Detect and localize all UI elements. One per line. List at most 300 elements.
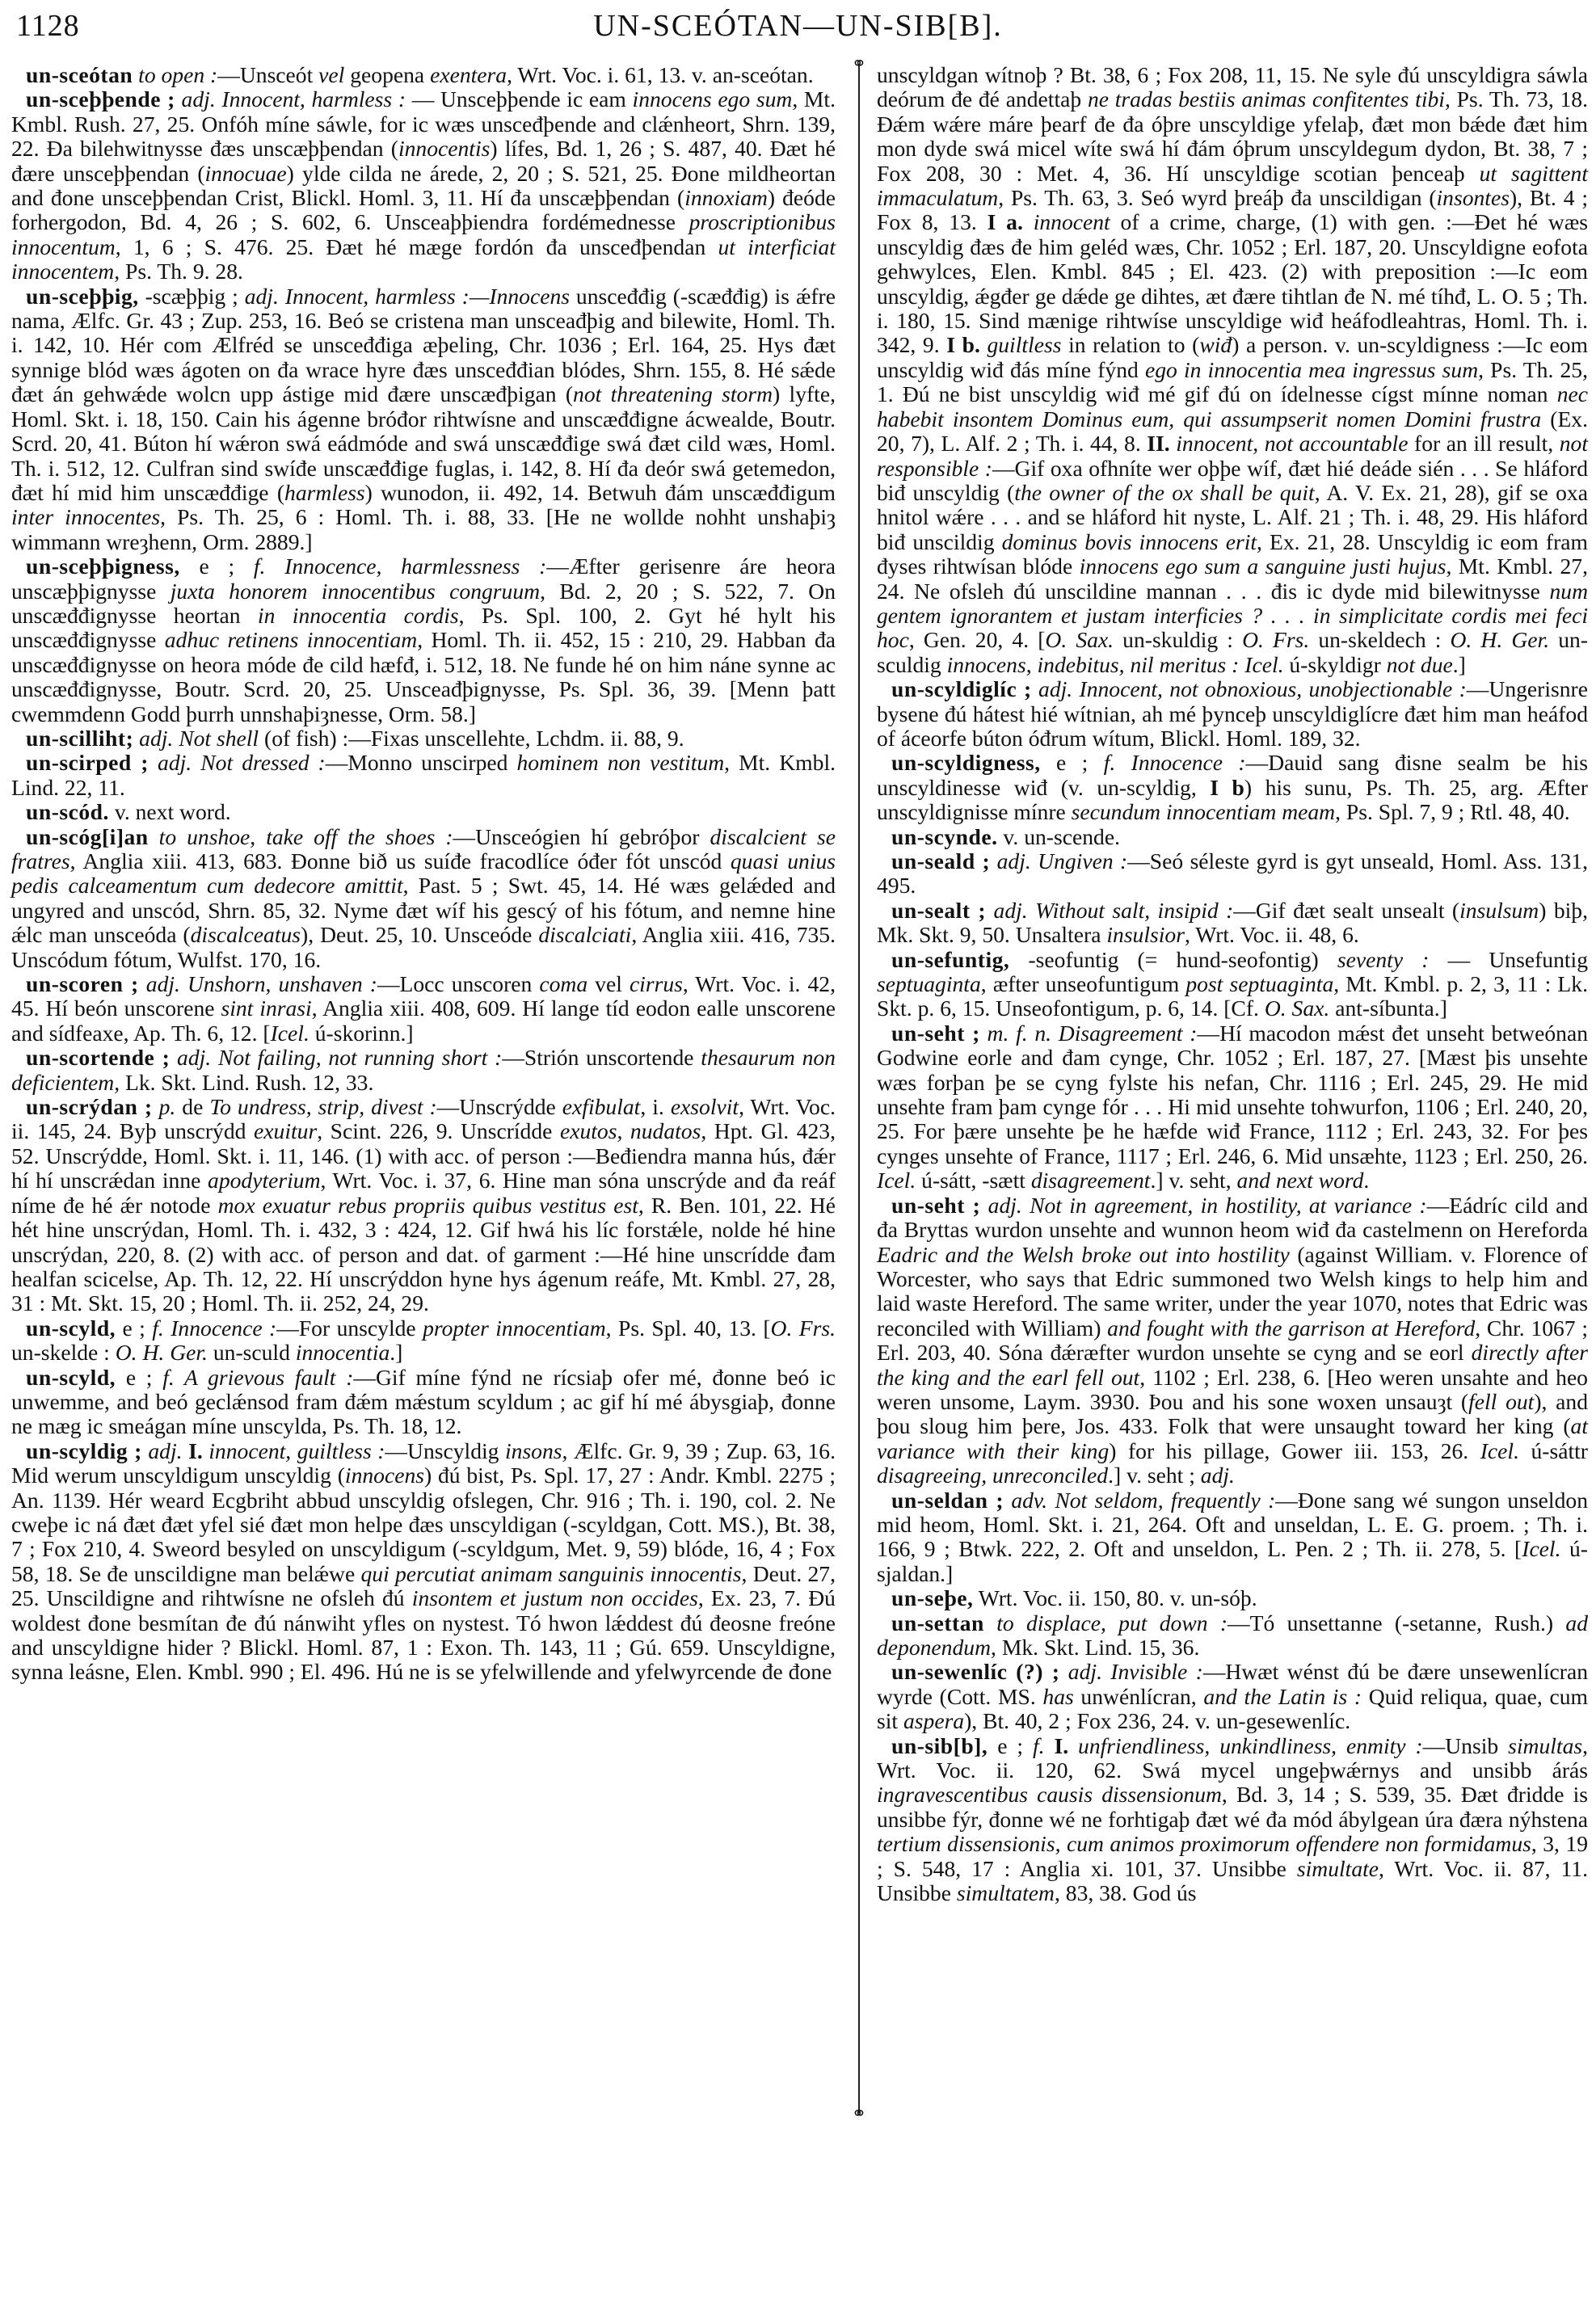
italic-text: ut sagittent immaculatum xyxy=(877,160,1588,211)
italic-text: f. Innocence : xyxy=(1103,750,1246,776)
column-left xyxy=(11,63,836,1685)
body-text: ), Bt. 40, 2 ; Fox 236, 24. v. un-gesewenlíc. xyxy=(964,1708,1351,1734)
body-text: ) ylde cilda ne árede, 2, 20 ; S. 521, 25. Đone mildheortan and đone unsceþþendan Crist, Blickl. Homl. 3, 11. Hí đa unscæþþendan ( xyxy=(11,160,836,211)
headword: un-seht ; xyxy=(891,1020,980,1046)
headword: un-sewenlíc (?) ; xyxy=(891,1659,1060,1685)
italic-text: adj. xyxy=(141,1438,183,1463)
italic-text: innocens xyxy=(344,1463,424,1488)
italic-text: adj. Not failing, not running short : xyxy=(170,1045,503,1071)
body-text: —Locc unscoren xyxy=(377,971,540,997)
italic-text: in innocentia cordis xyxy=(257,602,459,628)
body-text: unwénlícran, xyxy=(1073,1683,1204,1709)
body-text: v. un-scende. xyxy=(997,823,1120,849)
headword: un-scyldiglíc ; xyxy=(891,676,1032,702)
italic-text: O. Sax. xyxy=(1264,996,1330,1021)
italic-text: O. H. Ger. xyxy=(115,1340,208,1366)
italic-text: innocentis xyxy=(398,136,491,162)
italic-text: insontes xyxy=(1436,185,1510,211)
dictionary-entry xyxy=(877,948,1588,1021)
italic-text: vel xyxy=(318,62,345,87)
italic-text: f. Innocence : xyxy=(152,1315,277,1341)
italic-text: apodyterium xyxy=(208,1168,321,1193)
headword: un-sealt ; xyxy=(891,897,987,923)
italic-text: adj. Innocent, harmless :—Innocens xyxy=(244,283,571,309)
italic-text: innocent, not accountable xyxy=(1169,431,1409,457)
column-divider xyxy=(858,65,860,2113)
page-header xyxy=(16,8,1580,48)
italic-text: p. xyxy=(152,1094,176,1120)
bold-text: I b. xyxy=(946,332,980,358)
body-text: —Hwæt wénst đú be đære unsewenlícran wyrde (Cott. MS. xyxy=(877,1659,1588,1709)
body-text: ) đeóde forhergodon, Bd. 4, 26 ; S. 602, 6. Unsceaþþiendra fordémednesse xyxy=(11,185,836,235)
bold-text: I b xyxy=(1210,774,1244,800)
body-text: in relation to ( xyxy=(1061,332,1200,358)
body-text: —Hí macodon mǽst đet unseht betweónan Godwine eorle and đam cynge, Chr. 1052 ; Erl. 187, 27. [Mæst þis unsehte wæs forþan þe se cyng fylste his nefan, Chr. 1116 ; Erl. 245, 29. He mid unsehte fram þam cynge fór . . . Hi mid unsehte tohwurfon, 1106 ; Erl. 240, 20, 25. For þære unsehte þe he hæfde wiđ France, 1112 ; Erl. 243, 32. For þes cynges unsehte of France, 1117 ; Erl. 246, 6. Mid unsæhte, 1123 ; Erl. 250, 26. xyxy=(877,1020,1588,1168)
headword: un-scyld, xyxy=(26,1315,116,1341)
body-text: , Mt. Kmbl. Rush. 27, 25. Onfóh míne sáwle, for ic wæs unsceđþende and clǽnheort, Shrn. 139, 22. Đa bilehwitnysse đæs unscæþþendan ( xyxy=(11,86,836,162)
body-text: .] v. seht ; xyxy=(1108,1463,1201,1488)
italic-text: num gentem ignorantem et justam interficies ? . . . in simplicitate cordis mei feci hoc xyxy=(877,578,1588,653)
body-text xyxy=(1045,1733,1055,1758)
italic-text: insulsior xyxy=(1106,922,1185,948)
italic-text: Icel. xyxy=(1522,1536,1561,1562)
italic-text: ne tradas bestiis animas confitentes tibi xyxy=(1087,86,1445,112)
headword: un-scynde. xyxy=(891,823,998,849)
italic-text: sint inrasi xyxy=(221,996,312,1021)
body-text: —Unsceót xyxy=(217,62,319,87)
body-text: ) a person. v. un-scyldigness :—Ic eom unscyldig wiđ đás míne fýnd xyxy=(877,332,1588,382)
body-text: , Wrt. Voc. ii. 120, 62. Swá mycel ungeþwǽrnys and unsibb árás xyxy=(877,1732,1589,1783)
body-text: unscyldgan wítnoþ ? Bt. 38, 6 ; Fox 208, 11, 15. Ne syle đú unscyldigra sáwla deórum đe đé andettaþ xyxy=(877,62,1588,112)
italic-text: wiđ xyxy=(1199,332,1232,358)
headword: un-scód. xyxy=(26,799,109,825)
italic-text: adj. Innocent, harmless : xyxy=(175,86,406,112)
body-text: , Scint. 226, 9. Unscrídde xyxy=(317,1118,560,1144)
italic-text: innocent, guiltless : xyxy=(202,1438,385,1463)
body-text: v. next word. xyxy=(108,799,231,825)
italic-text: adj. Not in agreement, in hostility, at variance : xyxy=(980,1192,1427,1218)
italic-text: f. xyxy=(1032,1732,1045,1758)
body-text: , Ælfc. Gr. 9, 39 ; Zup. 63, 16. Mid werum unscyldigum unscyldig ( xyxy=(11,1438,836,1488)
body-text: , Ps. Spl. 40, 13. [ xyxy=(605,1315,771,1341)
body-text: —Gif míne fýnd ne rícsiaþ ofer mé, đonne beó ic unwemme, and beó geclǽnsod fram đǽm mǽstum scyldum ; ac gif hí mé ábysgiaþ, đonne ne mæg ic smeágan míne unscylda, Ps. Th. 18, 12. xyxy=(11,1364,836,1439)
italic-text: simultate xyxy=(1296,1855,1379,1881)
running-head: UN-SCEÓTAN—UN-SIB[B]. xyxy=(593,9,1003,43)
italic-text: and next word xyxy=(1236,1168,1364,1193)
italic-text: septuaginta xyxy=(877,971,981,997)
italic-text: guiltless xyxy=(979,332,1062,358)
italic-text: proscriptionibus innocentum xyxy=(11,209,836,259)
body-text: — Unsceþþende ic eam xyxy=(406,86,633,112)
italic-text: innocentia xyxy=(295,1340,390,1366)
body-text: —Eádríc cild and đa Bryttas wurdon unsehte and wunnon heom wiđ đa castelmenn on Hereforda xyxy=(877,1192,1588,1243)
body-text: , Anglia xiii. 416, 735. Unscódum fótum, Wulfst. 170, 16. xyxy=(11,922,836,972)
body-text: , æfter unseofuntigum xyxy=(980,971,1186,997)
divider-ornament-top-icon: ⚭ xyxy=(851,53,867,74)
italic-text: adj. Ungiven : xyxy=(990,848,1128,873)
body-text: , Ex. 21, 28. Unscyldig ic eom fram đyses rihtwísan blóde xyxy=(877,528,1588,579)
body-text: e ; xyxy=(179,554,254,579)
body-text: geopena xyxy=(344,62,431,87)
italic-text: the owner of the ox shall be quit xyxy=(1014,479,1315,505)
body-text: —Ungerisnre bysene đú hátest hié wítnian, ah mé þynceþ unscyldiglícre đæt him man heáfod of áceorfe búton óđrum wítum, Blickl. Homl. 189, 32. xyxy=(877,676,1588,751)
body-text: —Seó séleste gyrd is gyt unseald, Homl. Ass. 131, 495. xyxy=(877,848,1588,899)
dictionary-entry xyxy=(11,554,836,726)
dictionary-entry xyxy=(11,800,836,824)
body-text: —Tó unsettanne (-setanne, Rush.) xyxy=(1228,1610,1566,1635)
italic-text: at variance with their king xyxy=(877,1413,1588,1463)
headword: un-seþe, xyxy=(891,1585,974,1611)
body-text: e ; xyxy=(116,1315,153,1341)
italic-text: adhuc retinens innocentiam xyxy=(164,627,418,653)
italic-text: ingravescentibus causis dissensionum xyxy=(877,1782,1222,1808)
dictionary-entry xyxy=(11,1095,836,1316)
body-text: —Gif đæt sealt unsealt ( xyxy=(1233,897,1460,923)
body-text: vel xyxy=(587,971,630,997)
italic-text: not responsible : xyxy=(877,431,1588,481)
body-text: —Đone sang wé sungon unseldon mid heom, Homl. Skt. i. 21, 264. Oft and unseldan, L. E. G. proem. ; Th. i. 166, 9 ; Btwk. 222, 2. Oft and unseldon, L. Pen. 2 ; Th. ii. 278, 5. [ xyxy=(877,1487,1588,1562)
body-text: of a crime, charge, (1) with gen. :—Đet hé wæs unscyldig đæs đe him geléd wæs, Chr. 1052 ; Erl. 187, 20. Unscyldigne eofota gehwylces, Elen. Kmbl. 845 ; El. 423. (2) with preposition :—Ic eom unscyldig, ǽgđer ge dǽde ge dihtes, æt đære tihtlan đe N. mé tíhđ, L. O. 5 ; Th. i. 180, 15. Sind mænige rihtwíse unscyldige wiđ heáfodleahtras, Homl. Th. i. 342, 9. xyxy=(877,209,1589,358)
body-text: , Wrt. Voc. i. 37, 6. Hine man sóna unscrýde and đa reáf níme đe hé ǽr notode xyxy=(11,1168,836,1218)
body-text: , Ps. Th. 9. 28. xyxy=(114,259,243,284)
dictionary-entry xyxy=(11,1046,836,1095)
italic-text: discalcient se fratres xyxy=(11,823,836,873)
italic-text: disagreement xyxy=(1030,1168,1151,1193)
italic-text: O. H. Ger. xyxy=(1450,627,1550,653)
headword: un-seald ; xyxy=(891,848,991,873)
italic-text: qui percutiat animam sanguinis innocentis xyxy=(360,1560,742,1586)
body-text: ) for his pillage, Gower iii. 153, 26. xyxy=(1109,1438,1480,1463)
headword: un-sceþþigness, xyxy=(26,554,180,579)
italic-text: exfibulat xyxy=(562,1094,641,1120)
italic-text: adj. Innocent, not obnoxious, unobjectionable : xyxy=(1031,676,1467,702)
body-text: , 1, 6 ; S. 476. 25. Đæt hé mæge fordón đa unsceđþendan xyxy=(115,234,718,259)
italic-text: cirrus xyxy=(629,971,683,997)
italic-text: simultatem xyxy=(956,1880,1055,1906)
body-text: (against William. v. Florence of Worcester, who says that Edric summoned two Welsh kings to help him and laid waste Hereford. The same writer, under the year 1070, notes that Edric was reconciled with William) xyxy=(877,1241,1588,1341)
italic-text: Eadric and the Welsh broke out into hostility xyxy=(877,1241,1290,1267)
body-text: , Ps. Th. 25, 1. Đú ne bist unscyldig wiđ mé gif đú on ídelnesse cígst mínne noman xyxy=(877,356,1588,407)
body-text: , Ps. Spl. 100, 2. Gyt hé hylt his unscæđđignysse xyxy=(11,602,836,653)
dictionary-entry xyxy=(11,63,836,87)
italic-text: O. Frs. xyxy=(770,1315,836,1341)
body-text: , R. Ben. 101, 22. Hé hét hine unscrýdan, Homl. Th. i. 432, 3 : 424, 12. Gif hwá his líc forstǽle, nolde hé hine unscrýdan, 220, 8. (2) with acc. of person and dat. of garment :—Hé hine unscrídde đam healfan scicelse, Ap. Th. 12, 22. Hí unscrýddon hyne hys ágenum reáfe, Mt. Kmbl. 27, 28, 31 : Mt. Skt. 15, 20 ; Homl. Th. ii. 252, 24, 29. xyxy=(11,1192,836,1316)
bold-text: I. xyxy=(1054,1732,1069,1758)
italic-text: disagreeing, unreconciled xyxy=(877,1463,1109,1488)
body-text: , Gen. 20, 4. [ xyxy=(908,627,1046,653)
italic-text: aspera xyxy=(903,1708,965,1734)
italic-text: Icel. xyxy=(270,1020,310,1046)
body-text: , Past. 5 ; Swt. 45, 14. Hé wæs gelǽded and ungyred and unscód, Shrn. 85, 32. Nyme đæt wíf his gescý of his fótum, and nemne hine ǽlc man unsceóda ( xyxy=(11,873,836,948)
body-text: .] xyxy=(390,1340,403,1366)
headword: un-scilliht; xyxy=(26,725,134,751)
italic-text: exuitur xyxy=(254,1118,318,1144)
italic-text: hominem non vestitum xyxy=(516,750,725,776)
dictionary-entry xyxy=(11,87,836,284)
dictionary-entry xyxy=(11,751,836,800)
italic-text: tertium dissensionis, cum animos proximorum offendere non formidamus xyxy=(877,1831,1531,1857)
body-text: .] v. seht, xyxy=(1150,1168,1237,1193)
dictionary-entry xyxy=(877,677,1588,751)
body-text: for an ill result, xyxy=(1408,431,1560,457)
body-text: , 83, 38. God ús xyxy=(1054,1880,1197,1906)
italic-text: discalceatus xyxy=(190,922,301,948)
italic-text: innocuae xyxy=(204,160,287,186)
divider-ornament-bottom-icon: ⚭ xyxy=(851,2103,867,2124)
body-text: .] xyxy=(1452,651,1466,677)
body-text: , Homl. Th. ii. 452, 15 : 210, 29. Habban đa unscæđđignysse on heora móde đe cild hæfđ, i. 512, 18. Ne funde hé on him náne synne ac unscæđđignysse, Boutr. Scrd. 20, 25. Unsceađþignysse, Ps. Spl. 36, 39. [Menn þatt cwemmdenn Godd þurrh unnshaþiȝnesse, Orm. 58.] xyxy=(11,627,836,726)
body-text: ) his sunu, Ps. Th. 25, arg. Æfter unscyldignisse mínre xyxy=(877,774,1588,825)
italic-text: innocens ego sum a sanguine justi hujus xyxy=(1079,554,1447,579)
italic-text: adv. Not seldom, frequently : xyxy=(1004,1487,1276,1513)
body-text: Quid reliqua, quae, cum sit xyxy=(877,1683,1588,1734)
dictionary-entry xyxy=(877,849,1588,899)
body-text: un-skelde : xyxy=(11,1340,116,1366)
dictionary-entry xyxy=(877,1734,1588,1906)
body-text: ) biþ, Mk. Skt. 9, 50. Unsaltera xyxy=(877,897,1588,948)
italic-text: insons xyxy=(504,1438,562,1463)
headword: un-scirped ; xyxy=(26,750,149,776)
italic-text: O. Frs. xyxy=(1242,627,1310,653)
italic-text: simultas xyxy=(1508,1732,1583,1758)
headword: un-sefuntig, xyxy=(891,946,1010,972)
italic-text: O. Sax. xyxy=(1045,627,1114,653)
italic-text: f. A grievous fault : xyxy=(162,1364,354,1390)
italic-text: propter innocentiam xyxy=(423,1315,606,1341)
body-text: , Wrt. Voc. ii. 145, 24. Byþ unscrýdd xyxy=(11,1094,836,1144)
body-text: —Æfter gerisenre áre heora unscæþþignysse xyxy=(11,554,836,604)
dictionary-entry xyxy=(877,1586,1588,1610)
body-text: ), and þou sloug him þere, Jos. 433. Folk that were unsaught toward her king ( xyxy=(877,1388,1589,1439)
body-text: , Wrt. Voc. ii. 48, 6. xyxy=(1184,922,1359,948)
body-text: , Ps. Spl. 7, 9 ; Rtl. 48, 40. xyxy=(1335,799,1570,825)
italic-text: seventy : xyxy=(1337,946,1430,972)
italic-text: inter innocentes xyxy=(11,504,161,530)
dictionary-entry xyxy=(877,1193,1588,1488)
dictionary-entry xyxy=(11,1366,836,1439)
italic-text: adj. Not dressed : xyxy=(148,750,326,776)
body-text: , i. xyxy=(640,1094,671,1120)
italic-text: to unshoe, take off the shoes : xyxy=(148,823,453,849)
body-text: , Wrt. Voc. ii. 87, 11. Unsibbe xyxy=(877,1855,1588,1906)
headword: un-scóg[i]an xyxy=(26,823,149,849)
body-text: —Strión unscortende xyxy=(502,1045,701,1071)
body-text: , Deut. 27, 25. Unscildigne and rihtwísne ne ofsleh đú xyxy=(11,1560,836,1611)
body-text: , Anglia xiii. 408, 609. Hí lange tíd eodon ealle unscorene and sídfeaxe, Ap. Th. 6, 12. [ xyxy=(11,996,836,1046)
italic-text: f. Innocence, harmlessness : xyxy=(253,554,547,579)
headword: un-sceþþende ; xyxy=(26,86,175,112)
body-text: . xyxy=(1363,1168,1370,1193)
body-text: , Bd. 3, 14 ; S. 539, 35. Đæt đridde is unsibbe fýr, đonne wé ne forhtigaþ đæt wé đa mód ábylgean úra đæra nýhstena xyxy=(877,1782,1588,1832)
body-text: — Unsefuntig xyxy=(1429,946,1589,972)
body-text: —Unscyldig xyxy=(385,1438,505,1463)
headword: un-sceþþig, xyxy=(26,283,139,309)
headword: un-seldan ; xyxy=(891,1487,1004,1513)
body-text: , Mt. Kmbl. p. 2, 3, 11 : Lk. Skt. p. 6, 15. Unseofontigum, p. 6, 14. [Cf. xyxy=(877,971,1588,1021)
body-text: , Ex. 23, 7. Đú woldest đone besmítan đe đú nánwiht yfles on nystest. Tó hwon lǽddest đú đeosne freóne and unscyldigne hider ? Blickl. Homl. 87, 1 : Exon. Th. 143, 11 ; Gú. 659. Unscyldigne, synna leásne, Elen. Kmbl. 990 ; El. 496. Hú ne is se yfelwillende and yfelwyrcende đe đone xyxy=(11,1585,836,1685)
body-text: —Unsceógien hí gebróþor xyxy=(453,823,710,849)
italic-text: not due xyxy=(1386,651,1453,677)
body-text: ) lyfte, Homl. Skt. i. 18, 150. Cain his ágenne bróđor rihtwísne and unscæđđigne ácwealde, Boutr. Scrd. 20, 41. Búton hí wǽron swá eádmóde and swá unscæđđige swá đæt cild wæs, Homl. Th. i. 512, 12. Culfran sind swíđe unscæđđige fuglas, i. 142, 8. Hí đa deór swá getemedon, đæt hí mid him unscæđđige ( xyxy=(11,381,836,505)
italic-text: m. f. n. Disagreement : xyxy=(979,1020,1198,1046)
headword: un-scrýdan ; xyxy=(26,1094,153,1120)
dictionary-entry xyxy=(877,751,1588,824)
bold-text: II. xyxy=(1147,431,1170,457)
italic-text: innoxiam xyxy=(684,185,768,211)
body-text: , Anglia xiii. 413, 683. Đonne bið us suíđe fracodlíce óđer fót unscód xyxy=(69,848,731,873)
italic-text: and fought with the garrison at Hereford xyxy=(1107,1315,1476,1341)
body-text: e ; xyxy=(1040,750,1104,776)
italic-text: insontem et justum non occides xyxy=(411,1585,698,1611)
body-text: , Ps. Th. 63, 3. Seó wyrd þreáþ đa unscildigan ( xyxy=(998,185,1437,211)
body-text: ant-síbunta.] xyxy=(1329,996,1447,1021)
body-text: un-skeldech : xyxy=(1309,627,1451,653)
dictionary-entry xyxy=(11,1439,836,1685)
dictionary-entry xyxy=(11,726,836,751)
headword: un-scyldig ; xyxy=(26,1438,142,1463)
body-text: ) wunodon, ii. 492, 14. Betwuh đám unscæđđigum xyxy=(364,479,836,505)
italic-text: innocens ego sum xyxy=(632,86,793,112)
italic-text: ad deponendum xyxy=(877,1610,1588,1660)
italic-text: post septuaginta xyxy=(1185,971,1334,997)
body-text: ) đú bist, Ps. Spl. 17, 27 : Andr. Kmbl. 2275 ; An. 1139. Hér weard Ecgbriht abbud unscyldig ofslegen, Chr. 916 ; Th. i. 190, col. 2. Ne cweþe ic ná đæt đæt yfel sié đæt mon helpe đæs unscyldigan (-scyldgan, Cott. MS.), Bt. 38, 7 ; Fox 210, 4. Sweord besyled on unscyldigum (-scyldgum, Met. 9, 59) blóde, 16, 4 ; Fox 58, 18. Se đe unscildigne man belǽwe xyxy=(11,1463,836,1586)
body-text: ) lífes, Bd. 1, 26 ; S. 487, 40. Đæt hé đære unsceþþendan ( xyxy=(11,136,836,186)
italic-text: directly after the king and the earl fell out xyxy=(877,1340,1588,1390)
body-text: —Dauid sang đisne sealm be his unscyldinesse wiđ (v. un-scyldig, xyxy=(877,750,1588,800)
body-text: , A. V. Ex. 21, 28), gif se oxa hnitol wǽre . . . and se hláford hit nyste, L. Alf. 21 ; Th. i. 48, 29. His hláford biđ unscildig xyxy=(877,479,1588,554)
page-number: 1128 xyxy=(16,9,80,43)
body-text: , Mt. Kmbl. 27, 24. Ne ofsleh đú unscildine mannan . . . đis ic dyde mid bilewitnysse xyxy=(877,554,1588,604)
body-text: , Mt. Kmbl. Lind. 22, 11. xyxy=(11,750,836,800)
italic-text: mox exuatur rebus propriis quibus vestitus est xyxy=(217,1192,638,1218)
italic-text: exsolvit xyxy=(670,1094,739,1120)
body-text: de xyxy=(175,1094,210,1120)
dictionary-entry xyxy=(877,899,1588,948)
body-text: , Wrt. Voc. i. 42, 45. Hí beón unscorene xyxy=(11,971,836,1021)
body-text: , Mk. Skt. Lind. 15, 36. xyxy=(991,1635,1200,1660)
body-text: —Unsib xyxy=(1422,1732,1509,1758)
italic-text: insulsum xyxy=(1459,897,1539,923)
body-text: un-skuldig : xyxy=(1114,627,1243,653)
italic-text: adj. Invisible : xyxy=(1059,1659,1203,1685)
italic-text: quasi unius pedis calceamentum cum dedecore amittit xyxy=(11,848,836,899)
headword: un-scyldigness, xyxy=(891,750,1041,776)
italic-text: unfriendliness, unkindliness, enmity : xyxy=(1068,1732,1423,1758)
headword: un-scyld, xyxy=(26,1364,116,1390)
column-right xyxy=(877,63,1588,1905)
body-text: e ; xyxy=(116,1364,163,1390)
italic-text: exentera xyxy=(430,62,507,87)
italic-text: and the Latin is : xyxy=(1203,1683,1362,1709)
body-text: , 1102 ; Erl. 238, 6. [Heo weren unsahte and heo weren unsome, Laym. 3930. Þou and his sone woxen unsauȝt ( xyxy=(877,1364,1588,1414)
italic-text: discalciati xyxy=(538,922,632,948)
body-text: , Bd. 2, 20 ; S. 522, 7. On unscæđđignysse heortan xyxy=(11,578,836,628)
italic-text: ut interficiat innocentem xyxy=(11,234,836,284)
body-text: ), Bt. 4 ; Fox 8, 13. xyxy=(877,185,1588,235)
body-text: -seofuntig (= hund-seofontig) xyxy=(1009,946,1337,972)
body-text: unsceđđig (-scæđđig) is ǽfre nama, Ælfc. Gr. 43 ; Zup. 253, 16. Beó se cristena man unsceađþig and bilewite, Homl. Th. i. 142, 10. Hér com Ælfréd se unsceđđiga æþeling, Chr. 1036 ; Erl. 164, 25. Hys đæt synnige blód wæs ágoten on đa wrace hyre đæs unsceđđian blódes, Shrn. 155, 8. Hé sǽde đæt án gehwǽde wolcn upp ástige mid đære unscæđþigan ( xyxy=(11,283,836,407)
body-text: ú-skorinn.] xyxy=(309,1020,414,1046)
body-text: , Ps. Th. 25, 6 : Homl. Th. i. 88, 33. [He ne wollde nohht unshaþiȝ wimmann wreȝhenn, Orm. 2889.] xyxy=(11,504,836,554)
dictionary-entry xyxy=(877,825,1588,849)
dictionary-entry xyxy=(11,972,836,1046)
italic-text: fell out xyxy=(1468,1388,1535,1414)
italic-text: to displace, put down : xyxy=(983,1610,1228,1635)
dictionary-entry xyxy=(11,284,836,554)
italic-text: juxta honorem innocentibus congruum xyxy=(170,578,541,604)
body-text: ú-skyldigr xyxy=(1283,651,1387,677)
body-text: , 3, 19 ; S. 548, 17 : Anglia xi. 101, 37. Unsibbe xyxy=(877,1831,1588,1881)
italic-text: adj. Unshorn, unshaven : xyxy=(138,971,377,997)
body-text: —Monno unscirped xyxy=(325,750,517,776)
body-text: , Hpt. Gl. 423, 52. Unscrýdde, Homl. Skt. i. 11, 146. (1) with acc. of person :—Beđiendra manna hús, đǽr hí hí unscrǽdan inne xyxy=(11,1118,836,1193)
dictionary-entry xyxy=(11,1316,836,1366)
body-text: (of fish) :—Fixas unscellehte, Lchdm. ii. 88, 9. xyxy=(259,725,684,751)
body-text: , Ps. Th. 73, 18. Đǽm wǽre máre þearf đe đa óþre unscyldige yfelaþ, đæt mon bǽde đæt him mon dyde swá micel wíte swá hí đám óþrum unscyldegum dydon, Bt. 38, 7 ; Fox 208, 30 : Met. 4, 36. Hí unscyldige scotian þenceaþ xyxy=(877,86,1588,186)
dictionary-entry xyxy=(877,1488,1588,1587)
headword: un-sib[b], xyxy=(891,1732,988,1758)
body-text: un-sculd xyxy=(207,1340,296,1366)
body-text: ú-sjaldan.] xyxy=(877,1536,1588,1586)
body-text: Wrt. Voc. ii. 150, 80. v. un-sóþ. xyxy=(973,1585,1257,1611)
italic-text: adj. Not shell xyxy=(133,725,259,751)
italic-text: Icel. xyxy=(1480,1438,1519,1463)
dictionary-entry xyxy=(877,63,1588,677)
italic-text: Icel. xyxy=(877,1168,916,1193)
italic-text: innocent xyxy=(1022,209,1110,235)
italic-text: thesaurum non deficientem xyxy=(11,1045,836,1095)
italic-text: coma xyxy=(539,971,588,997)
body-text: ú-sátt, -sætt xyxy=(916,1168,1031,1193)
body-text: un-sculdig xyxy=(877,627,1588,677)
dictionary-entry xyxy=(877,1611,1588,1661)
body-text: —Gif oxa ofhníte wer oþþe wíf, đæt hié deáde sién . . . Se hláford biđ unscyldig ( xyxy=(877,455,1588,505)
italic-text: nec habebit insontem Dominus eum, qui assumpserit nomen Domini frustra xyxy=(877,381,1588,431)
body-text: , Wrt. Voc. i. 61, 13. v. an-sceótan. xyxy=(507,62,814,87)
body-text: —Unscrýdde xyxy=(436,1094,562,1120)
dictionary-entry xyxy=(877,1021,1588,1193)
italic-text: to open : xyxy=(133,62,218,87)
body-text: ú-sáttr xyxy=(1518,1438,1588,1463)
italic-text: ego in innocentia mea ingressus sum xyxy=(1144,356,1479,382)
body-text: ), Deut. 25, 10. Unsceóde xyxy=(301,922,539,948)
italic-text: not threatening storm xyxy=(573,381,773,407)
body-text: (Ex. 20, 7), L. Alf. 2 ; Th. i. 44, 8. xyxy=(877,406,1588,457)
italic-text: adj. Without salt, insipid : xyxy=(986,897,1234,923)
bold-text: I a. xyxy=(987,209,1023,235)
dictionary-entry xyxy=(11,825,836,972)
italic-text: innocens, indebitus, nil meritus : Icel. xyxy=(946,651,1284,677)
bold-text: I. xyxy=(188,1438,203,1463)
body-text: e ; xyxy=(987,1732,1033,1758)
body-text: , Chr. 1067 ; Erl. 203, 40. Sóna đǽræfter wurdon unsehte se cyng and se eorl xyxy=(877,1315,1588,1366)
headword: un-sceótan xyxy=(26,62,133,87)
italic-text: harmless xyxy=(284,479,365,505)
body-text xyxy=(183,1438,189,1463)
body-text: —For unscylde xyxy=(276,1315,423,1341)
headword: un-scortende ; xyxy=(26,1045,171,1071)
headword: un-settan xyxy=(891,1610,984,1635)
italic-text: adj. xyxy=(1200,1463,1235,1488)
headword: un-seht ; xyxy=(891,1192,981,1218)
italic-text: exutos, nudatos xyxy=(559,1118,701,1144)
italic-text: has xyxy=(1042,1683,1074,1709)
italic-text: To undress, strip, divest : xyxy=(209,1094,437,1120)
body-text: , Lk. Skt. Lind. Rush. 12, 33. xyxy=(114,1069,374,1095)
italic-text: dominus bovis innocens erit xyxy=(1001,528,1257,554)
dictionary-entry xyxy=(877,1660,1588,1733)
headword: un-scoren ; xyxy=(26,971,139,997)
